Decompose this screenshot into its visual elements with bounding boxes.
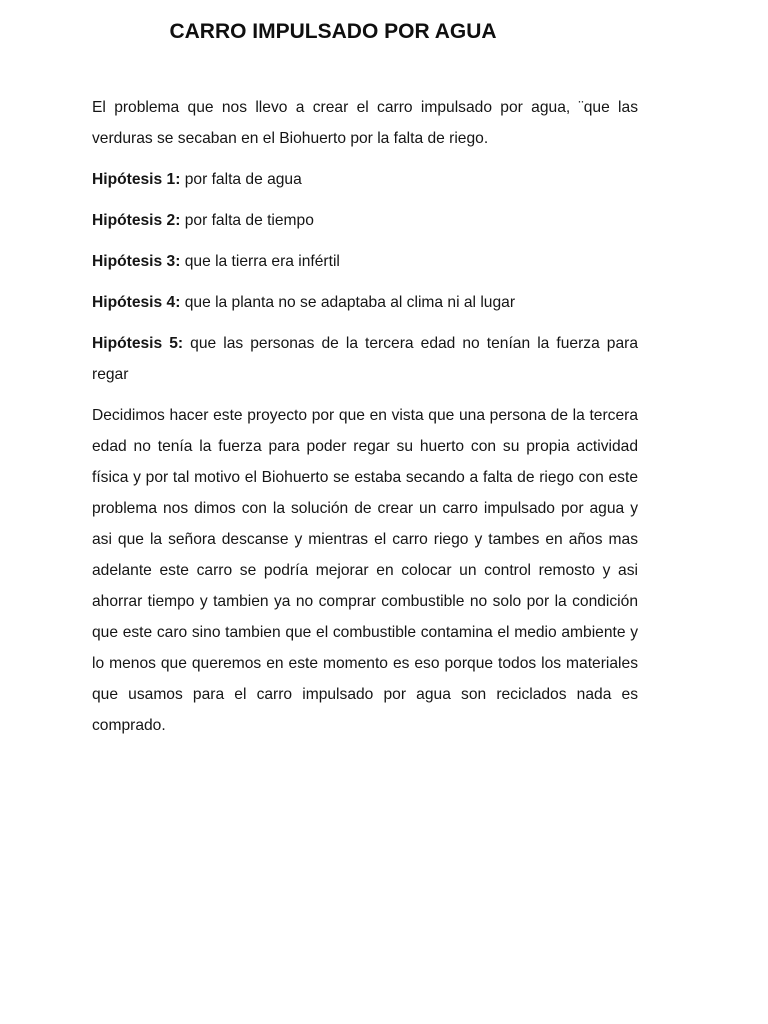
hypothesis-1 xyxy=(92,164,638,195)
hypothesis-text: por falta de agua xyxy=(180,171,302,188)
hypothesis-label: Hipótesis 2: xyxy=(92,212,181,229)
hypothesis-label: Hipótesis 1: xyxy=(92,171,181,188)
hypothesis-5 xyxy=(92,328,638,390)
hypothesis-label: Hipótesis 5: xyxy=(92,335,184,352)
document-title: CARRO IMPULSADO POR AGUA xyxy=(169,20,497,43)
intro-paragraph: El problema que nos llevo a crear el carro impulsado por agua, ¨que las verduras se secaban en el Biohuerto por la falta de riego. xyxy=(92,99,638,147)
hypothesis-3 xyxy=(92,246,638,277)
hypothesis-label: Hipótesis 3: xyxy=(92,253,181,270)
hypothesis-text: que las personas de la tercera edad no tenían la fuerza para regar xyxy=(92,335,639,383)
hypothesis-text: que la planta no se adaptaba al clima ni al lugar xyxy=(180,294,516,311)
document-body xyxy=(92,92,638,751)
hypothesis-label: Hipótesis 4: xyxy=(92,294,181,311)
hypothesis-text: que la tierra era infértil xyxy=(180,253,340,270)
hypothesis-text: por falta de tiempo xyxy=(180,212,314,229)
hypothesis-2 xyxy=(92,205,638,236)
hypothesis-4 xyxy=(92,287,638,318)
conclusion-paragraph: Decidimos hacer este proyecto por que en vista que una persona de la tercera edad no tenía la fuerza para poder regar su huerto con su propia actividad física y por tal motivo el Biohuerto se estaba secando a falta de riego con este problema nos dimos con la solución de crear un carro impulsado por agua y asi que la señora descanse y mientras el carro riego y tambes en años mas adelante este carro se podría mejorar en colocar un control remosto y asi ahorrar tiempo y tambien ya no comprar combustible no solo por la condición que este caro sino tambien que el combustible contamina el medio ambiente y lo menos que queremos en este momento es eso porque todos los materiales que usamos para el carro impulsado por agua son reciclados nada es comprado. xyxy=(92,407,638,734)
